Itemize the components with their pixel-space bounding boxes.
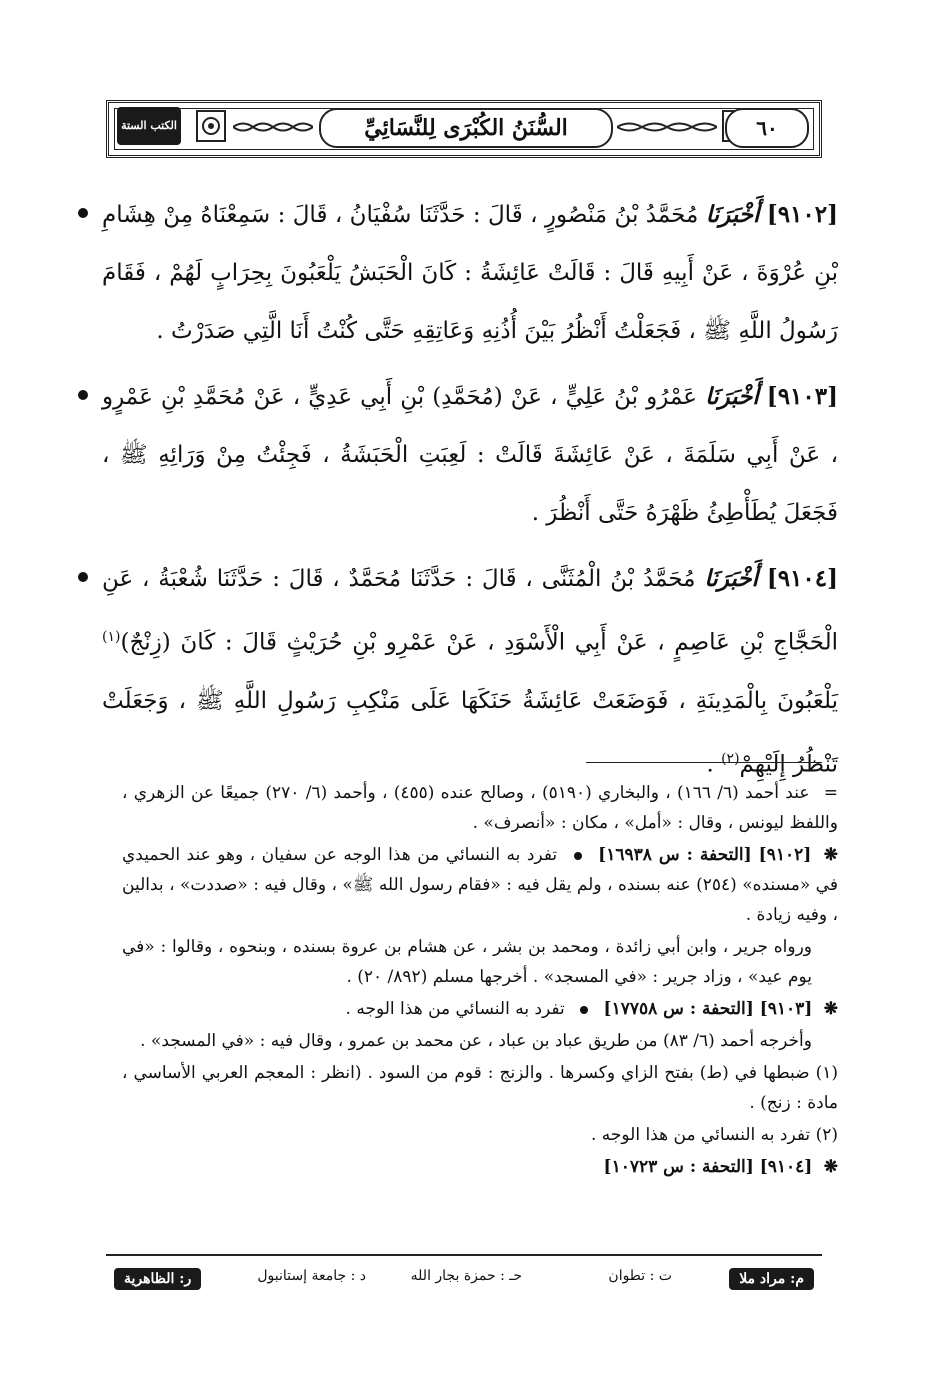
- collection-logo: الكتب الستة: [117, 107, 181, 145]
- hadith-body: مُحَمَّدُ بْنُ مَنْصُورٍ ، قَالَ : حَدَّثَنَا سُفْيَانُ ، قَالَ : سَمِعْنَاهُ مِنْ هِشَامِ بْنِ عُرْوَةَ ، عَنْ أَبِيهِ قَالَ : قَالَتْ عَائِشَةُ : كَانَ الْحَبَشُ يَلْعَبُونَ بِحِرَابٍ لَهُمْ ، فَقَامَ رَسُولُ اللَّهِ ﷺ ، فَجَعَلْتُ أَنْظُرُ بَيْنَ أُذُنِهِ وَعَاتِقِهِ حَتَّى كُنْتُ أَنَا الَّتِي صَدَرْتُ .: [102, 202, 838, 344]
- hadith-number: [٩١٠٣]: [766, 383, 838, 410]
- footnote-divider: [586, 762, 822, 763]
- star-icon: ❋: [823, 1157, 838, 1177]
- footnote-text: تفرد به النسائي من هذا الوجه عن سفيان ، وهو عند الحميدي في «مسنده» (٢٥٤) عنه بسنده ، ولم يقل فيه : «فقام رسول الله ﷺ» ، وقال فيه : «صددت» ، بدالين ، وفيه زيادة .: [122, 845, 838, 925]
- siglum-h: حـ : حمزة بجار الله: [410, 1268, 522, 1284]
- footnote-continued: [122, 778, 838, 838]
- bullet-icon: [78, 208, 88, 218]
- footnote-9102-extra: ورواه جرير ، وابن أبي زائدة ، ومحمد بن بشر ، عن هشام بن عروة بسنده ، وبنحوه ، وقالوا : «في يوم عيد» ، وزاد جرير : «في المسجد» . أخرجها مسلم (٨٩٢/ ٢٠) .: [122, 937, 812, 987]
- bullet-icon: [574, 852, 582, 860]
- ornament-band-right-icon: [617, 120, 717, 134]
- footnotes: [122, 778, 838, 1184]
- siglum-r: ر: الظاهرية: [114, 1268, 201, 1290]
- hadith-9104: [102, 550, 838, 793]
- footnote-9103: [122, 994, 838, 1024]
- bottom-divider: [106, 1254, 822, 1256]
- manuscript-sigla-bar: [106, 1262, 822, 1292]
- siglum-d: د : جامعة إستانبول: [257, 1268, 366, 1284]
- hadith-9103: [102, 368, 838, 542]
- hadith-number: [٩١٠٤]: [766, 565, 839, 592]
- bullet-icon: [78, 390, 88, 400]
- footnote-2: (٢) تفرد به النسائي من هذا الوجه .: [590, 1125, 838, 1145]
- hadith-body: عَمْرُو بْنُ عَلِيٍّ ، عَنْ (مُحَمَّدِ) بْنِ أَبِي عَدِيٍّ ، عَنْ مُحَمَّدِ بْنِ عَمْرٍو ، عَنْ أَبِي سَلَمَةَ ، عَنْ عَائِشَةَ قَالَتْ : لَعِبَتِ الْحَبَشَةُ ، فَجِئْتُ مِنْ وَرَائِهِ ﷺ ، فَجَعَلَ يُطَأْطِئُ ظَهْرَهُ حَتَّى أَنْظُرَ .: [102, 384, 838, 526]
- hadith-opening: أَخْبَرَنَا: [704, 565, 758, 592]
- tuhfa-reference: [٩١٠٤] [التحفة : س ١٠٧٢٣]: [603, 1157, 813, 1177]
- book-title: السُّنَنُ الكُبْرَى لِلنَّسَائِيِّ: [319, 108, 613, 148]
- page-number: ٦٠: [725, 108, 809, 148]
- hadith-number: [٩١٠٢]: [766, 201, 839, 228]
- hadith-9102: [102, 186, 838, 360]
- hadith-body-part-b: يَلْعَبُونَ بِالْمَدِينَةِ ، فَوَضَعَتْ عَائِشَةُ حَنَكَهَا عَلَى مَنْكِبِ رَسُولِ اللَّهِ ﷺ ، وَجَعَلَتْ تَنْظُرُ إِلَيْهِمْ: [102, 687, 838, 778]
- star-icon: ❋: [823, 845, 839, 865]
- tuhfa-reference: [٩١٠٢] [التحفة : س ١٦٩٣٨]: [598, 845, 812, 865]
- siglum-t: ت : تطوان: [608, 1268, 672, 1284]
- ornament-band-left-icon: [233, 120, 313, 134]
- footnote-9103-extra: وأخرجه أحمد (٦/ ٨٣) من طريق عباد بن عباد ، عن محمد بن عمرو ، وقال فيه : «في المسجد» .: [140, 1031, 812, 1051]
- tuhfa-reference: [٩١٠٣] [التحفة : س ١٧٧٥٨]: [603, 999, 813, 1019]
- hadith-body-part-a: مُحَمَّدُ بْنُ الْمُثَنَّى ، قَالَ : حَدَّثَنَا مُحَمَّدٌ ، قَالَ : حَدَّثَنَا شُعْبَةُ ، عَنِ الْحَجَّاجِ بْنِ عَاصِمٍ ، عَنْ أَبِي الْأَسْوَدِ ، عَنْ عَمْرِو بْنِ حُرَيْثٍ قَالَ : كَانَ (زِنْجٌ): [102, 566, 838, 656]
- footnote-text: تفرد به النسائي من هذا الوجه .: [345, 999, 565, 1019]
- footnote-1: (١) ضبطها في (ط) بفتح الزاي وكسرها . والزنج : قوم من السود . (انظر : المعجم العربي الأساسي ، مادة : زنج) .: [122, 1063, 838, 1113]
- footnote-9102: [122, 840, 838, 930]
- continuation-sign: =: [823, 783, 839, 803]
- bullet-icon: [78, 572, 88, 582]
- footnote-ref-2: (٢): [721, 750, 740, 767]
- star-icon: ❋: [823, 999, 838, 1019]
- footnote-ref-1: (١): [102, 629, 121, 645]
- ornament-left-icon: [195, 109, 227, 143]
- footnote-9104: [122, 1152, 838, 1182]
- hadith-end-mark: .: [706, 751, 714, 778]
- bullet-icon: [580, 1006, 588, 1014]
- hadith-opening: أَخْبَرَنَا: [705, 383, 759, 410]
- page-header: [106, 100, 822, 158]
- siglum-m: م: مراد ملا: [729, 1268, 814, 1290]
- hadith-opening: أَخْبَرَنَا: [705, 201, 760, 228]
- main-text: [102, 186, 838, 801]
- footnote-text: عند أحمد (٦/ ١٦٦) ، والبخاري (٥١٩٠) ، وصالح عنده (٤٥٥) ، وأحمد (٦/ ٢٧٠) جميعًا عن الزهري ، واللفظ ليونس ، وقال : «أمل» ، مكان : «أنصرف» .: [122, 783, 838, 833]
